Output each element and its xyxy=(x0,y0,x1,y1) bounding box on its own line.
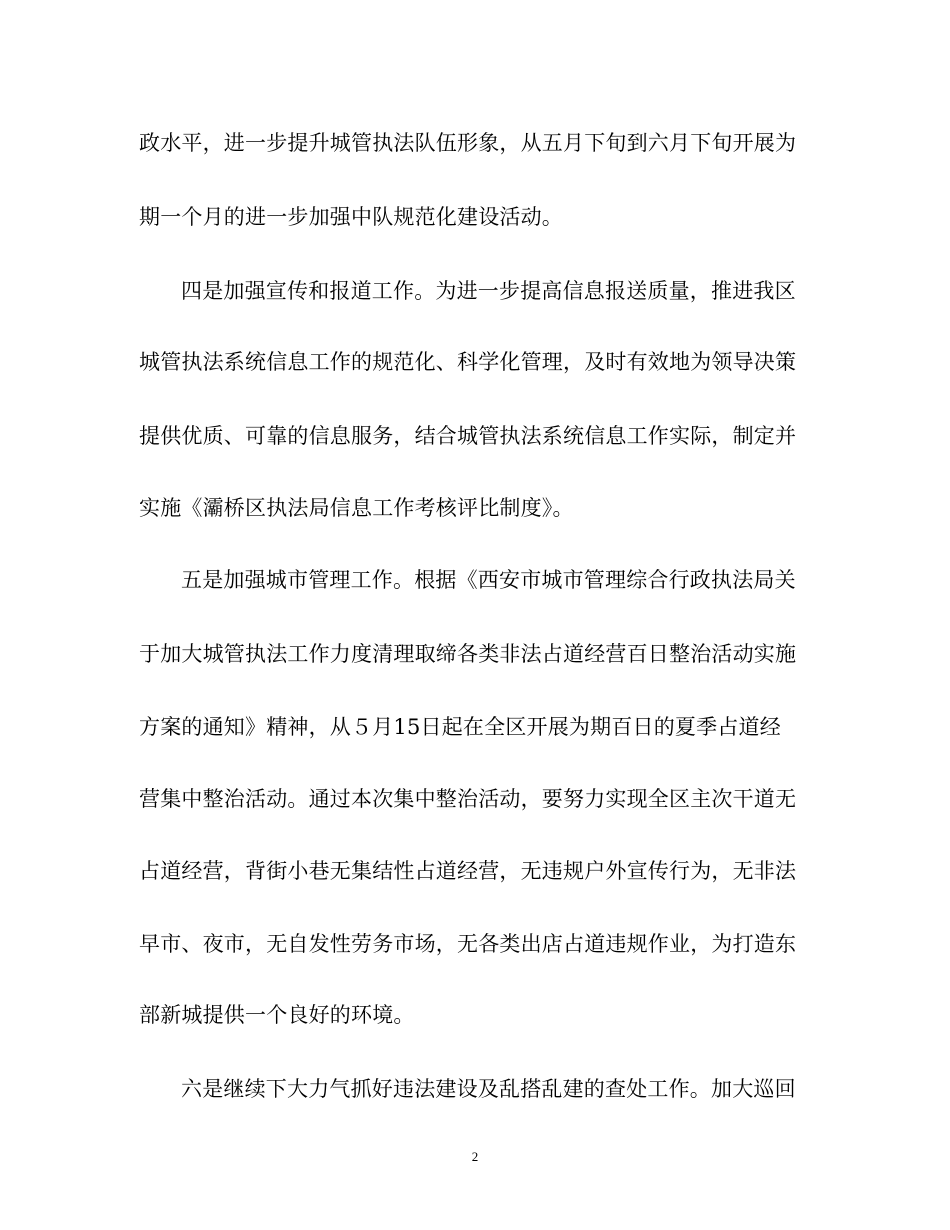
paragraph-line: 部新城提供一个良好的环境。 xyxy=(139,1003,415,1027)
paragraph-line: 政水平，进一步提升城管执法队伍形象，从五月下旬到六月下旬开展为 xyxy=(139,131,797,155)
paragraph-line: 营集中整治活动。通过本次集中整治活动，要努力实现全区主次干道无 xyxy=(139,787,797,811)
paragraph-line: 六是继续下大力气抓好违法建设及乱搭乱建的查处工作。加大巡回 xyxy=(181,1077,796,1101)
paragraph-line: 四是加强宣传和报道工作。为进一步提高信息报送质量，推进我区 xyxy=(181,279,796,303)
paragraph-line: 于加大城管执法工作力度清理取缔各类非法占道经营百日整治活动实施 xyxy=(139,642,797,666)
paragraph-line: 方案的通知》精神，从５月15日起在全区开展为期百日的夏季占道经 xyxy=(139,715,781,739)
paragraph-line: 提供优质、可靠的信息服务，结合城管执法系统信息工作实际，制定并 xyxy=(139,424,797,448)
paragraph-line: 占道经营，背街小巷无集结性占道经营，无违规户外宣传行为，无非法 xyxy=(139,859,797,883)
paragraph-line: 五是加强城市管理工作。根据《西安市城市管理综合行政执法局关 xyxy=(181,568,796,592)
paragraph-line: 实施《灞桥区执法局信息工作考核评比制度》。 xyxy=(139,496,574,520)
page-number: 2 xyxy=(471,1149,479,1164)
paragraph-line: 城管执法系统信息工作的规范化、科学化管理，及时有效地为领导决策 xyxy=(139,350,797,374)
paragraph-line: 期一个月的进一步加强中队规范化建设活动。 xyxy=(139,205,563,229)
paragraph-line: 早市、夜市，无自发性劳务市场，无各类出店占道违规作业，为打造东 xyxy=(139,932,797,956)
